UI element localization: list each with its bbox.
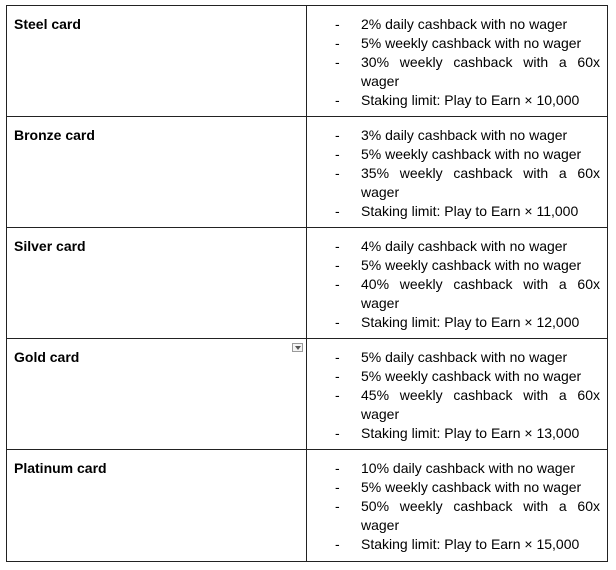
perks-list (335, 348, 600, 443)
table-row (7, 117, 608, 228)
list-item (335, 275, 600, 313)
perks-cell[interactable] (307, 450, 608, 562)
table-row (7, 228, 608, 339)
list-item (335, 145, 600, 164)
card-tiers-table (6, 5, 608, 562)
perk-text: 40% weekly cashback with a 60x wager (361, 276, 600, 311)
perks-list (335, 237, 600, 332)
card-name: Silver card (14, 238, 86, 254)
bullet-dash: - (335, 314, 340, 330)
perk-text: 5% daily cashback with no wager (361, 349, 568, 365)
perks-cell[interactable] (307, 339, 608, 450)
card-name-cell[interactable] (7, 117, 307, 228)
card-name-cell[interactable] (7, 450, 307, 562)
perk-text: Staking limit: Play to Earn × 15,000 (361, 536, 580, 552)
perk-text: 2% daily cashback with no wager (361, 16, 568, 32)
bullet-dash: - (335, 460, 340, 476)
table-row (7, 339, 608, 450)
list-item (335, 313, 600, 332)
list-item (335, 535, 600, 554)
list-item (335, 164, 600, 202)
perks-cell[interactable] (307, 6, 608, 117)
perk-text: 3% daily cashback with no wager (361, 127, 568, 143)
perks-list (335, 459, 600, 554)
chevron-down-icon[interactable] (292, 343, 303, 352)
bullet-dash: - (335, 165, 340, 181)
bullet-dash: - (335, 54, 340, 70)
bullet-dash: - (335, 387, 340, 403)
list-item (335, 126, 600, 145)
list-item (335, 91, 600, 110)
list-item (335, 237, 600, 256)
list-item (335, 256, 600, 275)
list-item (335, 34, 600, 53)
list-item (335, 53, 600, 91)
perk-text: 5% weekly cashback with no wager (361, 257, 582, 273)
table-row (7, 6, 608, 117)
bullet-dash: - (335, 203, 340, 219)
card-name: Platinum card (14, 460, 107, 476)
perk-text: 10% daily cashback with no wager (361, 460, 576, 476)
list-item (335, 478, 600, 497)
list-item (335, 497, 600, 535)
bullet-dash: - (335, 146, 340, 162)
perk-text: 50% weekly cashback with a 60x wager (361, 498, 600, 533)
bullet-dash: - (335, 127, 340, 143)
perk-text: 35% weekly cashback with a 60x wager (361, 165, 600, 200)
perks-list (335, 15, 600, 110)
bullet-dash: - (335, 16, 340, 32)
bullet-dash: - (335, 35, 340, 51)
perk-text: 5% weekly cashback with no wager (361, 368, 582, 384)
perk-text: 5% weekly cashback with no wager (361, 146, 582, 162)
perk-text: Staking limit: Play to Earn × 13,000 (361, 425, 580, 441)
perk-text: 45% weekly cashback with a 60x wager (361, 387, 600, 422)
perk-text: 5% weekly cashback with no wager (361, 479, 582, 495)
card-name-cell[interactable] (7, 228, 307, 339)
bullet-dash: - (335, 276, 340, 292)
bullet-dash: - (335, 349, 340, 365)
table-body (7, 6, 608, 562)
bullet-dash: - (335, 479, 340, 495)
card-name: Gold card (14, 349, 80, 365)
perks-cell[interactable] (307, 117, 608, 228)
perk-text: Staking limit: Play to Earn × 12,000 (361, 314, 580, 330)
perks-list (335, 126, 600, 221)
perk-text: 30% weekly cashback with a 60x wager (361, 54, 600, 89)
card-name: Bronze card (14, 127, 95, 143)
perk-text: Staking limit: Play to Earn × 11,000 (361, 203, 579, 219)
bullet-dash: - (335, 536, 340, 552)
table-row (7, 450, 608, 562)
perk-text: 4% daily cashback with no wager (361, 238, 568, 254)
bullet-dash: - (335, 425, 340, 441)
bullet-dash: - (335, 238, 340, 254)
perk-text: 5% weekly cashback with no wager (361, 35, 582, 51)
card-name-cell[interactable] (7, 6, 307, 117)
list-item (335, 15, 600, 34)
bullet-dash: - (335, 92, 340, 108)
card-name-cell[interactable] (7, 339, 307, 450)
list-item (335, 424, 600, 443)
list-item (335, 348, 600, 367)
list-item (335, 386, 600, 424)
bullet-dash: - (335, 257, 340, 273)
list-item (335, 459, 600, 478)
list-item (335, 202, 600, 221)
card-name: Steel card (14, 16, 81, 32)
perks-cell[interactable] (307, 228, 608, 339)
bullet-dash: - (335, 368, 340, 384)
list-item (335, 367, 600, 386)
perk-text: Staking limit: Play to Earn × 10,000 (361, 92, 580, 108)
bullet-dash: - (335, 498, 340, 514)
